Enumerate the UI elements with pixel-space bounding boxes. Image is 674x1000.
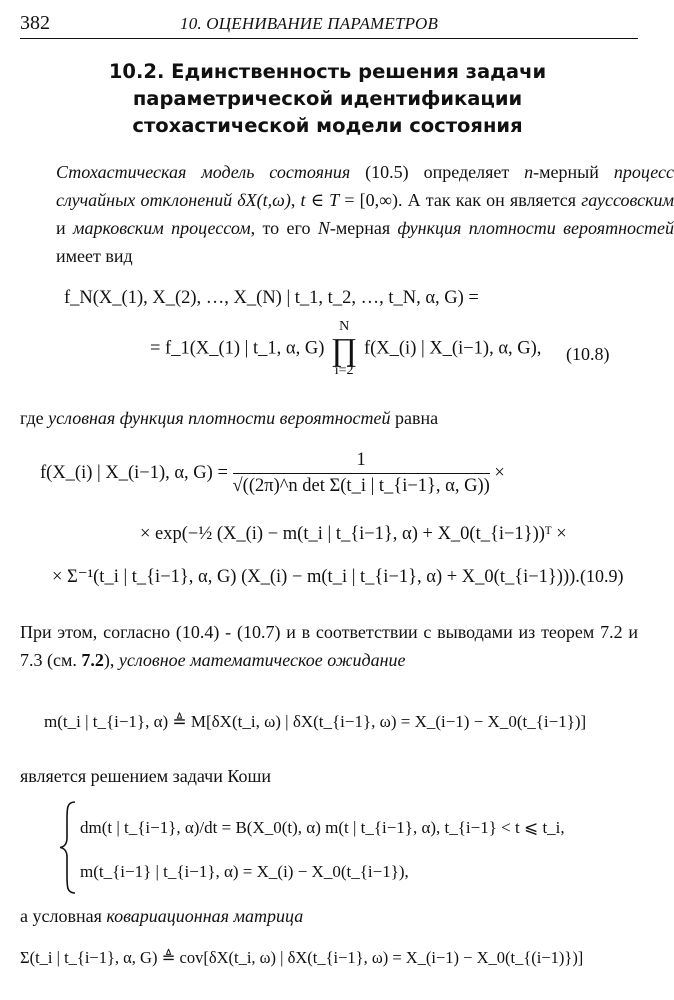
paragraph2-run: где — [20, 408, 49, 428]
eq-10-9-line3: × Σ⁻¹(t_i | t_{i−1}, α, G) (X_(i) − m(t_i | t_{i−1}, α) + X_0(t_{i−1}))). — [52, 567, 580, 587]
eq-conditional-mean: m(t_i | t_{i−1}, α) ≜ M[δX(t_i, ω) | δX(t_{i−1}, ω) = X_(i−1) − X_0(t_{i−1})] — [44, 712, 587, 731]
paragraph-4: является решением задачи Коши — [20, 766, 271, 786]
paragraph3-run: ), — [103, 650, 119, 670]
paragraph1-run: Стохастическая модель состояния — [56, 162, 351, 182]
paragraph1-run: (10.5) определяет — [350, 162, 525, 182]
paragraph1-run: имеет вид — [56, 246, 133, 266]
paragraph-3 — [20, 618, 643, 674]
running-title: 10. ОЦЕНИВАНИЕ ПАРАМЕТРОВ — [180, 14, 439, 33]
paragraph1-run: , — [290, 190, 301, 210]
product-symbol: ∏ — [331, 331, 358, 367]
eq-10-8-line1: f_N(X_(1), X_(2), …, X_(N) | t_1, t_2, …, t_N, α, G) = — [64, 288, 479, 308]
paragraph1-run: ∈ — [305, 190, 330, 210]
section-title-line: 10.2. Единственность решения задачи — [108, 60, 547, 83]
left-brace — [58, 800, 78, 895]
paragraph1-run: N — [317, 218, 330, 238]
paragraph2-run: равна — [390, 408, 439, 428]
equation-number-10-8: (10.8) — [566, 344, 610, 364]
header-rule — [20, 38, 638, 39]
fraction-numerator: 1 — [233, 450, 490, 474]
eq-10-8-right: f(X_(i) | X_(i−1), α, G), — [363, 338, 542, 359]
eq-10-9-fraction — [233, 450, 490, 497]
paragraph-5 — [20, 902, 638, 930]
paragraph1-run: t — [300, 190, 306, 210]
page-number: 382 — [20, 12, 50, 34]
eq-10-9-lhs: f(X_(i) | X_(i−1), α, G) = — [40, 462, 228, 483]
paragraph3-run: При этом, согласно (10.4) - (10.7) и в соответствии с выводами из теорем 7.2 и 7.3 (см. — [20, 622, 643, 670]
paragraph1-run: T — [329, 190, 340, 210]
page-header — [20, 10, 638, 38]
section-title — [40, 58, 615, 139]
product-operator — [331, 320, 357, 378]
cauchy-line1: dm(t | t_{i−1}, α)/dt = B(X_0(t), α) m(t | t_{i−1}, α), t_{i−1} < t ⩽ t_i, — [80, 818, 565, 837]
equation-number-10-9: (10.9) — [580, 566, 624, 586]
paragraph1-run: n — [524, 162, 534, 182]
section-title-line: параметрической идентификации — [132, 87, 523, 110]
paragraph1-run: функция плотности вероятностей — [397, 218, 674, 238]
cauchy-line2: m(t_{i−1} | t_{i−1}, α) = X_(i) − X_0(t_{i−1}), — [80, 862, 409, 881]
paragraph5-run: ковариационная матрица — [106, 906, 304, 926]
eq-10-8-line2 — [150, 320, 541, 378]
times-sign: × — [494, 462, 505, 483]
paragraph1-run: -мерный — [533, 162, 614, 182]
paragraph1-run: = [0,∞). А так как он является — [339, 190, 582, 210]
paragraph1-run: , то его — [250, 218, 318, 238]
paragraph3-run: условное математическое ожидание — [118, 650, 406, 670]
paragraph1-run: -мерная — [329, 218, 398, 238]
paragraph1-run: процесс случайных отклонений δX(t,ω) — [56, 162, 674, 210]
product-lower-limit: i=2 — [334, 363, 354, 378]
eq-conditional-covariance: Σ(t_i | t_{i−1}, α, G) ≜ cov[δX(t_i, ω) | δX(t_{i−1}, ω) = X_(i−1) − X_0(t_{(i−1)})] — [20, 948, 584, 967]
product-upper-limit: N — [339, 319, 350, 334]
eq-10-9-line1 — [40, 450, 505, 497]
fraction-denominator: √((2π)^n det Σ(t_i | t_{i−1}, α, G)) — [232, 476, 490, 496]
eq-10-9-line2: × exp(−½ (X_(i) − m(t_i | t_{i−1}, α) + X_0(t_{i−1}))ᵀ × — [140, 524, 567, 544]
paragraph-1 — [20, 158, 674, 270]
paragraph1-run: марковским процессом — [73, 218, 251, 238]
paragraph1-run: гауссовским — [581, 190, 674, 210]
paragraph1-run: и — [56, 218, 66, 238]
eq-10-8-left: = f_1(X_(1) | t_1, α, G) — [150, 338, 325, 359]
paragraph2-run: условная функция плотности вероятностей — [48, 408, 391, 428]
section-title-line: стохастической модели состояния — [132, 114, 523, 137]
paragraph3-run: 7.2 — [81, 650, 104, 670]
paragraph5-run: а условная — [20, 906, 107, 926]
paragraph-2 — [20, 404, 638, 432]
